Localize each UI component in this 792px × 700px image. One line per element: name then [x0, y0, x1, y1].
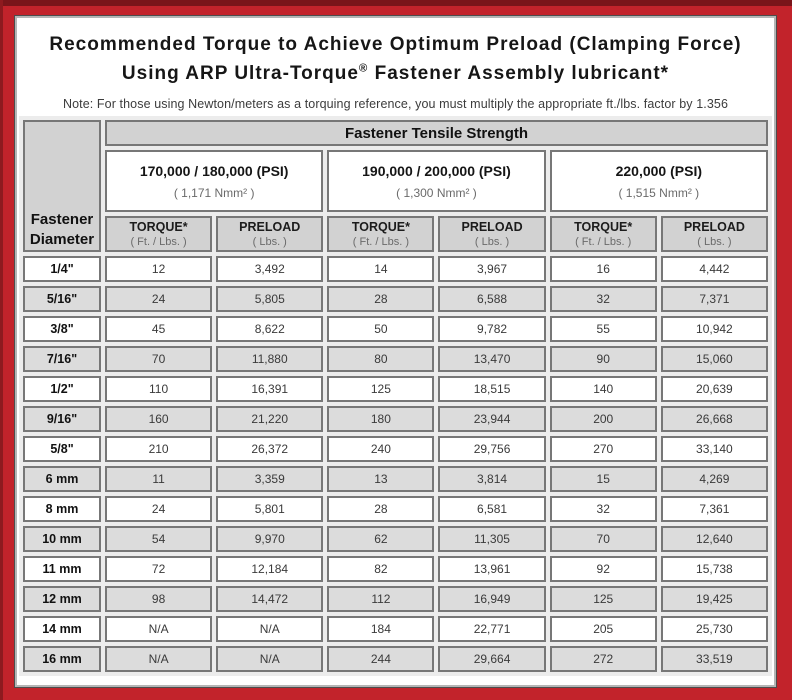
table-row: [23, 406, 768, 432]
value-cell: 205: [550, 616, 657, 642]
value-cell: 180: [327, 406, 434, 432]
psi-header-row: [23, 150, 768, 212]
table-row: [23, 646, 768, 672]
title-line1: Recommended Torque to Achieve Optimum Preload (Clamping Force): [49, 34, 742, 55]
psi-group-header-170-180: [105, 150, 323, 212]
value-cell: 20,639: [661, 376, 768, 402]
value-cell: 3,814: [438, 466, 545, 492]
value-cell: 16,391: [216, 376, 323, 402]
value-cell: 272: [550, 646, 657, 672]
torque-column-header: TORQUE* ( Ft. / Lbs. ): [105, 216, 212, 252]
value-cell: 28: [327, 496, 434, 522]
value-cell: 16: [550, 256, 657, 282]
value-cell: 240: [327, 436, 434, 462]
diameter-cell: 14 mm: [23, 616, 101, 642]
value-cell: 45: [105, 316, 212, 342]
value-cell: 92: [550, 556, 657, 582]
value-cell: 210: [105, 436, 212, 462]
value-cell: 14: [327, 256, 434, 282]
diameter-cell: 16 mm: [23, 646, 101, 672]
value-cell: 24: [105, 286, 212, 312]
table-row: [23, 556, 768, 582]
value-cell: 14,472: [216, 586, 323, 612]
diameter-cell: 9/16": [23, 406, 101, 432]
value-cell: 28: [327, 286, 434, 312]
diameter-cell: 1/4": [23, 256, 101, 282]
top-accent-strip: [0, 0, 792, 6]
diameter-cell: 6 mm: [23, 466, 101, 492]
diameter-cell: 12 mm: [23, 586, 101, 612]
value-cell: 90: [550, 346, 657, 372]
value-cell: 21,220: [216, 406, 323, 432]
value-cell: 125: [327, 376, 434, 402]
value-cell: 24: [105, 496, 212, 522]
tensile-header-row: [23, 120, 768, 146]
diameter-cell: 5/8": [23, 436, 101, 462]
diameter-cell: 7/16": [23, 346, 101, 372]
value-cell: 12,640: [661, 526, 768, 552]
value-cell: 9,782: [438, 316, 545, 342]
value-cell: 18,515: [438, 376, 545, 402]
value-cell: 33,519: [661, 646, 768, 672]
table-row: [23, 316, 768, 342]
preload-column-header: PRELOAD ( Lbs. ): [216, 216, 323, 252]
value-cell: 7,371: [661, 286, 768, 312]
preload-column-header: PRELOAD ( Lbs. ): [661, 216, 768, 252]
value-cell: 3,967: [438, 256, 545, 282]
value-cell: 10,942: [661, 316, 768, 342]
value-cell: 12,184: [216, 556, 323, 582]
value-cell: 50: [327, 316, 434, 342]
table-row: [23, 346, 768, 372]
value-cell: 80: [327, 346, 434, 372]
value-cell: 70: [550, 526, 657, 552]
value-cell: 9,970: [216, 526, 323, 552]
psi-value: 190,000 / 200,000 (PSI): [362, 162, 511, 179]
value-cell: 200: [550, 406, 657, 432]
column-header-row: [23, 216, 768, 252]
value-cell: 140: [550, 376, 657, 402]
psi-value: 170,000 / 180,000 (PSI): [139, 162, 289, 179]
table-row: [23, 586, 768, 612]
value-cell: 23,944: [438, 406, 545, 432]
value-cell: N/A: [216, 646, 323, 672]
table-body: [23, 256, 768, 672]
value-cell: 15,738: [661, 556, 768, 582]
nmm-value: ( 1,300 Nmm² ): [396, 185, 477, 200]
content-frame: [14, 15, 777, 688]
value-cell: 26,372: [216, 436, 323, 462]
value-cell: 70: [105, 346, 212, 372]
value-cell: 15,060: [661, 346, 768, 372]
value-cell: 110: [105, 376, 212, 402]
torque-table: [19, 116, 772, 676]
value-cell: 112: [327, 586, 434, 612]
value-cell: 5,805: [216, 286, 323, 312]
value-cell: 11,305: [438, 526, 545, 552]
value-cell: 270: [550, 436, 657, 462]
table-row: [23, 466, 768, 492]
page-title: [23, 31, 768, 88]
value-cell: 11: [105, 466, 212, 492]
diameter-cell: 8 mm: [23, 496, 101, 522]
torque-column-header: TORQUE* ( Ft. / Lbs. ): [550, 216, 657, 252]
preload-column-header: PRELOAD ( Lbs. ): [438, 216, 545, 252]
value-cell: 160: [105, 406, 212, 432]
nmm-value: ( 1,515 Nmm² ): [618, 185, 700, 200]
value-cell: 32: [550, 286, 657, 312]
table-row: [23, 436, 768, 462]
value-cell: 11,880: [216, 346, 323, 372]
value-cell: 72: [105, 556, 212, 582]
value-cell: 6,581: [438, 496, 545, 522]
value-cell: 29,664: [438, 646, 545, 672]
diameter-cell: 1/2": [23, 376, 101, 402]
value-cell: 54: [105, 526, 212, 552]
value-cell: 3,359: [216, 466, 323, 492]
value-cell: 184: [327, 616, 434, 642]
nmm-value: ( 1,171 Nmm² ): [173, 185, 255, 200]
value-cell: 3,492: [216, 256, 323, 282]
left-accent-strip: [0, 0, 3, 700]
value-cell: 8,622: [216, 316, 323, 342]
value-cell: 4,269: [661, 466, 768, 492]
corner-header-fastener-diameter: Fastener Diameter: [23, 120, 101, 252]
table-row: [23, 526, 768, 552]
diameter-cell: 3/8": [23, 316, 101, 342]
value-cell: 22,771: [438, 616, 545, 642]
value-cell: 13: [327, 466, 434, 492]
registered-mark: ®: [358, 62, 369, 75]
value-cell: 7,361: [661, 496, 768, 522]
tensile-strength-header: Fastener Tensile Strength: [105, 120, 768, 146]
value-cell: 15: [550, 466, 657, 492]
value-cell: 5,801: [216, 496, 323, 522]
table-row: [23, 496, 768, 522]
table-row: [23, 256, 768, 282]
table-row: [23, 376, 768, 402]
value-cell: 25,730: [661, 616, 768, 642]
value-cell: 82: [327, 556, 434, 582]
psi-value: 220,000 (PSI): [615, 162, 702, 179]
table-row: [23, 286, 768, 312]
value-cell: 26,668: [661, 406, 768, 432]
note-text: Note: For those using Newton/meters as a torquing reference, you must multiply the appropriate ft./lbs. factor by 1.356: [62, 97, 728, 111]
value-cell: 244: [327, 646, 434, 672]
value-cell: N/A: [105, 646, 212, 672]
value-cell: 62: [327, 526, 434, 552]
value-cell: 4,442: [661, 256, 768, 282]
value-cell: 13,961: [438, 556, 545, 582]
content-area: [17, 18, 774, 685]
value-cell: 16,949: [438, 586, 545, 612]
value-cell: 98: [105, 586, 212, 612]
value-cell: 13,470: [438, 346, 545, 372]
psi-group-header-190-200: [327, 150, 545, 212]
diameter-cell: 11 mm: [23, 556, 101, 582]
torque-column-header: TORQUE* ( Ft. / Lbs. ): [327, 216, 434, 252]
table-row: [23, 616, 768, 642]
value-cell: 29,756: [438, 436, 545, 462]
value-cell: 12: [105, 256, 212, 282]
psi-group-header-220: [550, 150, 768, 212]
value-cell: 55: [550, 316, 657, 342]
diameter-cell: 5/16": [23, 286, 101, 312]
value-cell: 33,140: [661, 436, 768, 462]
value-cell: N/A: [105, 616, 212, 642]
value-cell: N/A: [216, 616, 323, 642]
title-line2: Using ARP Ultra-Torque® Fastener Assembly lubricant*: [121, 62, 670, 84]
diameter-cell: 10 mm: [23, 526, 101, 552]
value-cell: 125: [550, 586, 657, 612]
value-cell: 32: [550, 496, 657, 522]
value-cell: 6,588: [438, 286, 545, 312]
value-cell: 19,425: [661, 586, 768, 612]
